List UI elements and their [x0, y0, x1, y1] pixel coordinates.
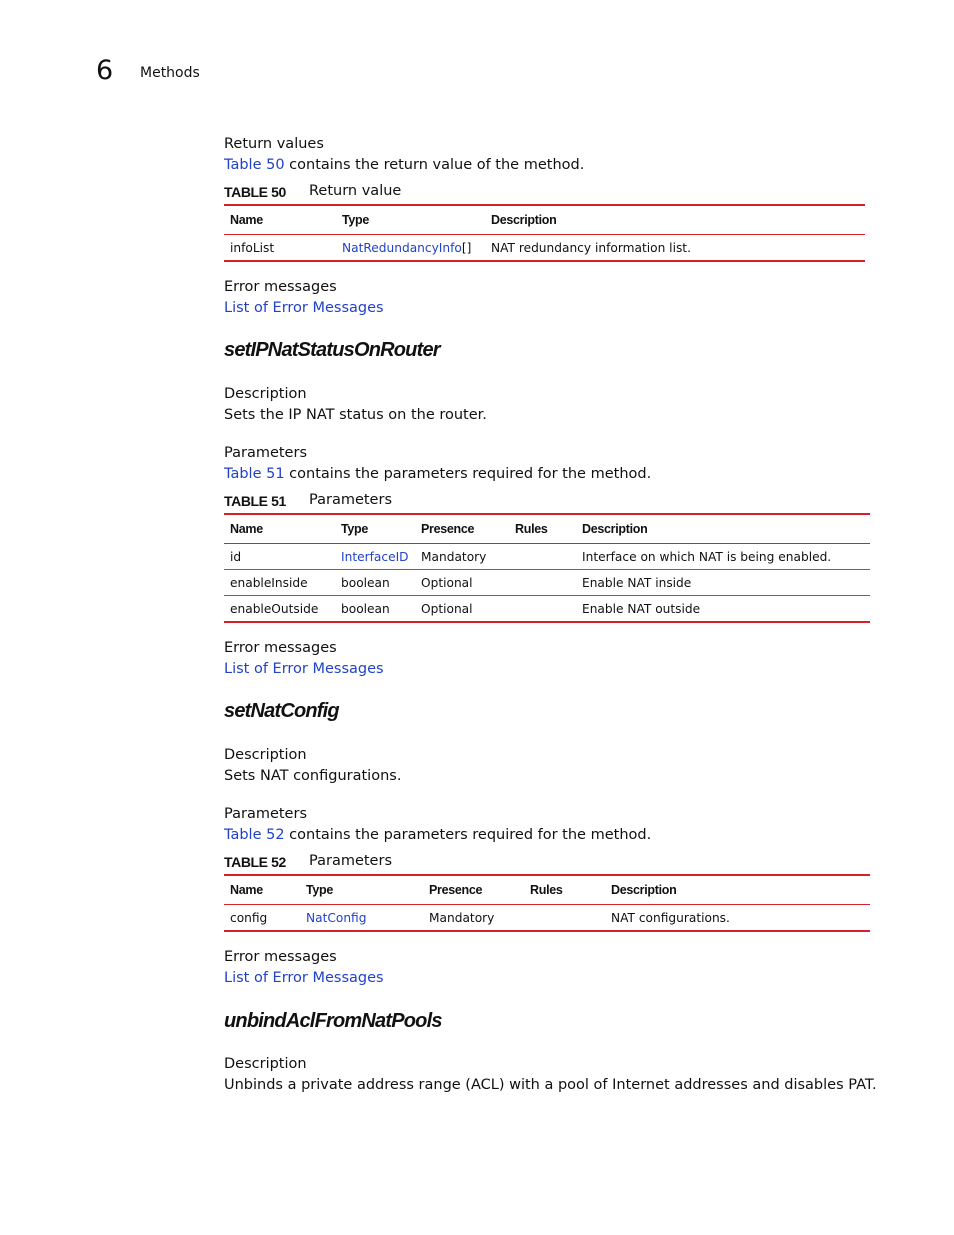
col-presence: Presence	[423, 875, 524, 905]
description-text: Sets the IP NAT status on the router.	[224, 407, 487, 423]
table-51-caption	[224, 491, 392, 510]
cell-name: id	[224, 544, 335, 570]
chapter-title: Methods	[140, 65, 200, 81]
col-name: Name	[224, 875, 300, 905]
table-header-row	[224, 875, 870, 905]
col-name: Name	[224, 205, 336, 235]
type-suffix: []	[461, 240, 472, 255]
intro-text: contains the parameters required for the method.	[284, 827, 652, 843]
section-title: setNatConfig	[224, 700, 339, 722]
table-row	[224, 544, 870, 570]
error-messages-heading: Error messages	[224, 949, 337, 965]
section-title: setIPNatStatusOnRouter	[224, 339, 440, 361]
cell-type	[335, 544, 415, 570]
cell-type	[300, 905, 423, 932]
error-messages-heading: Error messages	[224, 640, 337, 656]
return-values-heading: Return values	[224, 136, 324, 152]
col-type: Type	[336, 205, 485, 235]
cell-description: Interface on which NAT is being enabled.	[576, 544, 870, 570]
cell-description: Enable NAT outside	[582, 601, 701, 616]
parameters-intro	[224, 827, 651, 843]
table-caption-text: Return value	[309, 183, 402, 199]
cell-description: NAT redundancy information list.	[491, 240, 691, 255]
cell-rules	[509, 570, 576, 596]
table-label: TABLE 52	[224, 854, 286, 870]
cell-description: Enable NAT inside	[576, 570, 870, 596]
cell-rules	[509, 544, 576, 570]
table-header-row	[224, 514, 870, 544]
col-rules: Rules	[509, 514, 576, 544]
error-messages-link[interactable]: List of Error Messages	[224, 300, 384, 316]
col-type: Type	[335, 514, 415, 544]
table-row	[224, 570, 870, 596]
table-51-link[interactable]: Table 51	[224, 466, 285, 482]
cell-description: NAT configurations.	[611, 910, 730, 925]
cell-type	[336, 235, 485, 262]
cell-name: infoList	[230, 240, 275, 255]
parameters-table	[224, 874, 870, 932]
description-heading: Description	[224, 747, 307, 763]
cell-name: enableInside	[224, 570, 335, 596]
chapter-number: 6	[96, 55, 114, 86]
error-messages-link[interactable]: List of Error Messages	[224, 661, 384, 677]
table-label: TABLE 50	[224, 184, 286, 200]
col-description: Description	[576, 514, 870, 544]
error-messages-link[interactable]: List of Error Messages	[224, 970, 384, 986]
cell-presence: Optional	[415, 570, 509, 596]
table-50-link[interactable]: Table 50	[224, 157, 285, 173]
error-messages-heading: Error messages	[224, 279, 337, 295]
table-row	[224, 596, 870, 623]
description-text: Sets NAT configurations.	[224, 768, 402, 784]
cell-type: boolean	[335, 570, 415, 596]
return-values-intro	[224, 157, 584, 173]
intro-text: contains the return value of the method.	[284, 157, 585, 173]
cell-presence: Mandatory	[415, 544, 509, 570]
section-title: unbindAclFromNatPools	[224, 1010, 442, 1032]
type-link[interactable]: NatConfig	[306, 910, 367, 925]
col-type: Type	[300, 875, 423, 905]
table-label: TABLE 51	[224, 493, 286, 509]
description-heading: Description	[224, 1056, 307, 1072]
table-52-link[interactable]: Table 52	[224, 827, 285, 843]
cell-name: enableOutside	[230, 601, 319, 616]
cell-type: boolean	[341, 601, 390, 616]
col-rules: Rules	[524, 875, 605, 905]
cell-rules	[509, 596, 576, 623]
cell-rules	[524, 905, 605, 932]
table-row	[224, 905, 870, 932]
parameters-table	[224, 513, 870, 623]
cell-name: config	[230, 910, 268, 925]
parameters-heading: Parameters	[224, 806, 307, 822]
intro-text: contains the parameters required for the method.	[284, 466, 652, 482]
col-description: Description	[605, 875, 870, 905]
type-link[interactable]: InterfaceID	[341, 549, 409, 564]
type-link[interactable]: NatRedundancyInfo	[342, 240, 462, 255]
col-presence: Presence	[415, 514, 509, 544]
cell-presence: Optional	[421, 601, 473, 616]
table-caption-text: Parameters	[309, 492, 392, 508]
return-value-table	[224, 204, 865, 262]
table-52-caption	[224, 852, 392, 871]
description-heading: Description	[224, 386, 307, 402]
col-name: Name	[224, 514, 335, 544]
table-50-caption	[224, 182, 402, 201]
table-header-row	[224, 205, 865, 235]
col-description: Description	[485, 205, 865, 235]
description-text: Unbinds a private address range (ACL) with a pool of Internet addresses and disables PAT.	[224, 1077, 877, 1093]
table-caption-text: Parameters	[309, 853, 392, 869]
parameters-heading: Parameters	[224, 445, 307, 461]
parameters-intro	[224, 466, 651, 482]
cell-presence: Mandatory	[429, 910, 495, 925]
table-row	[224, 235, 865, 262]
